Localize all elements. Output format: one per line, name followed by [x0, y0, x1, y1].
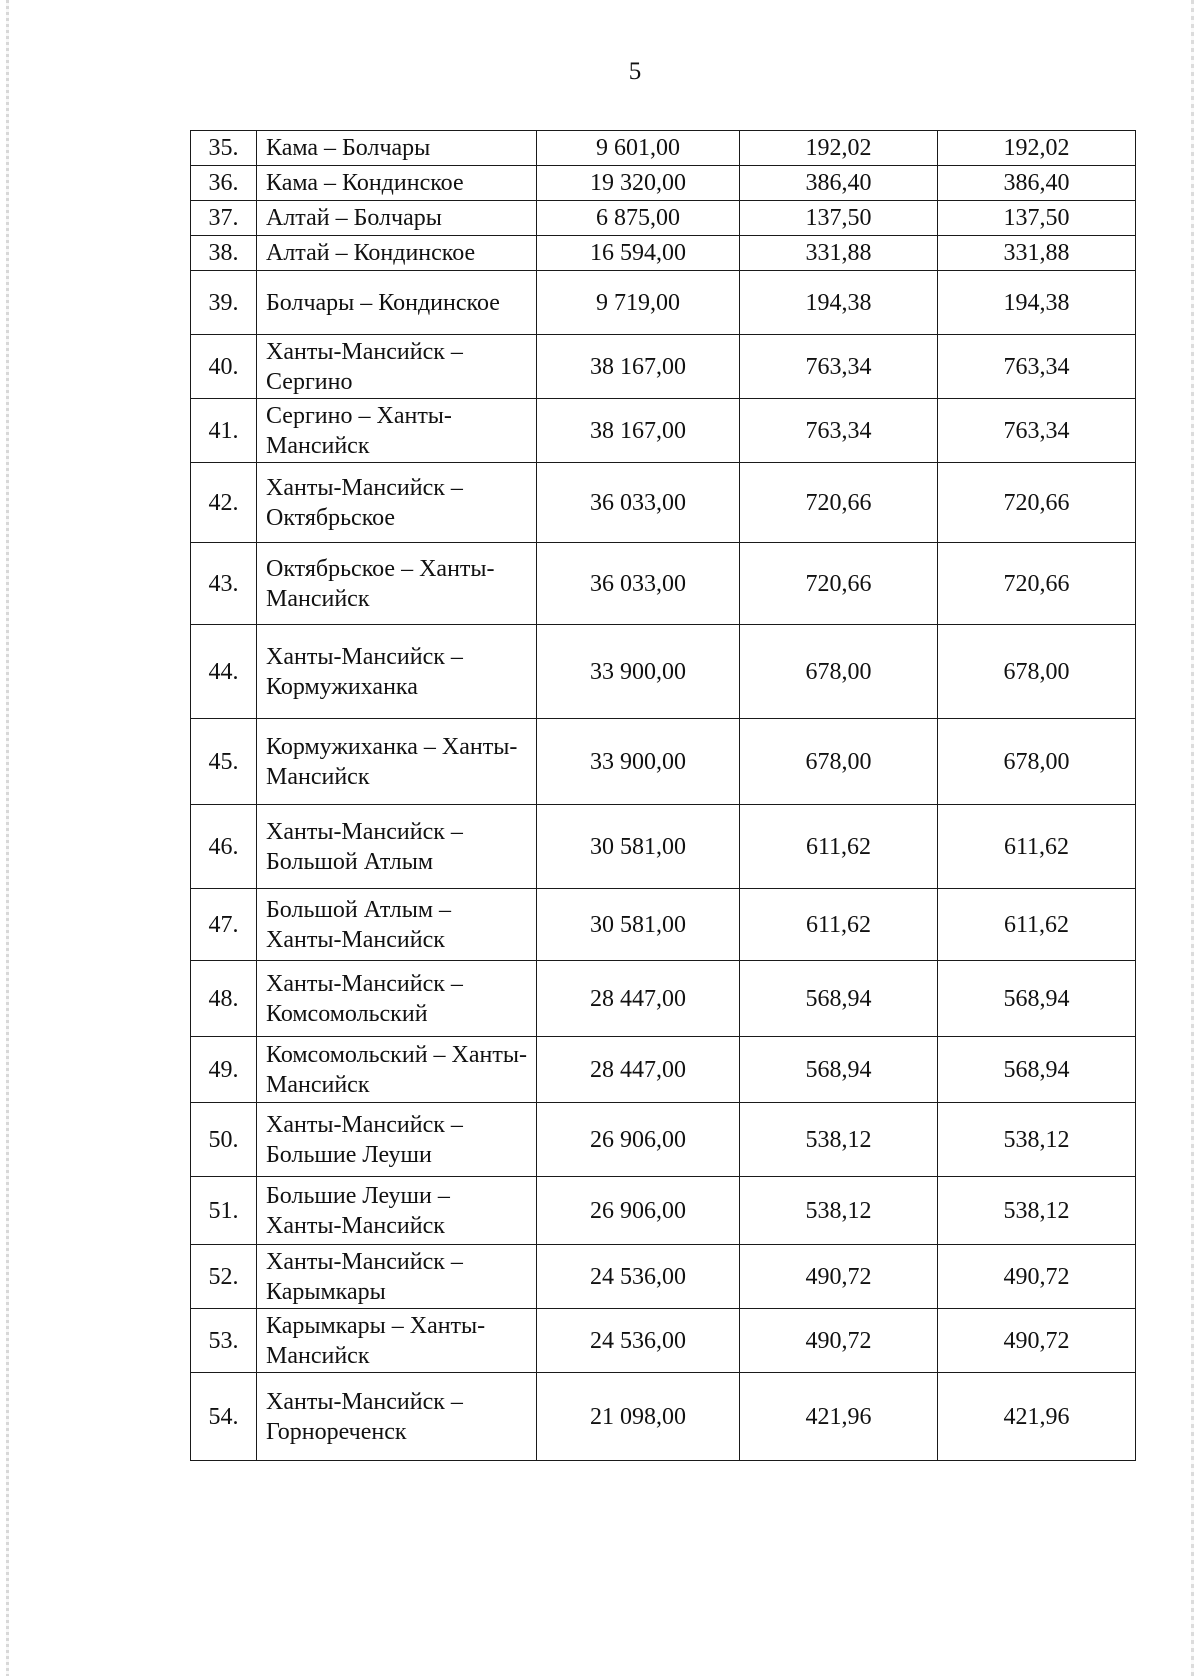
amount-cell: 137,50	[938, 201, 1136, 236]
route-name: Большой Атлым – Ханты-Мансийск	[257, 889, 537, 961]
amount-cell: 192,02	[740, 131, 938, 166]
amount-cell: 331,88	[938, 236, 1136, 271]
row-number: 51.	[191, 1177, 257, 1245]
route-name: Кама – Болчары	[257, 131, 537, 166]
route-name: Сергино – Ханты-Мансийск	[257, 399, 537, 463]
table-row	[191, 166, 1136, 201]
table-row	[191, 1037, 1136, 1103]
route-name: Кама – Кондинское	[257, 166, 537, 201]
route-name: Ханты-Мансийск – Сергино	[257, 335, 537, 399]
route-name: Алтай – Кондинское	[257, 236, 537, 271]
amount-cell: 30 581,00	[537, 889, 740, 961]
route-name: Ханты-Мансийск – Большие Леуши	[257, 1103, 537, 1177]
amount-cell: 33 900,00	[537, 625, 740, 719]
row-number: 40.	[191, 335, 257, 399]
route-name: Ханты-Мансийск – Горнореченск	[257, 1373, 537, 1461]
table-row	[191, 335, 1136, 399]
amount-cell: 678,00	[740, 625, 938, 719]
table-row	[191, 889, 1136, 961]
amount-cell: 538,12	[938, 1177, 1136, 1245]
route-name: Большие Леуши – Ханты-Мансийск	[257, 1177, 537, 1245]
row-number: 36.	[191, 166, 257, 201]
amount-cell: 568,94	[938, 1037, 1136, 1103]
amount-cell: 720,66	[740, 463, 938, 543]
table-row	[191, 961, 1136, 1037]
amount-cell: 720,66	[740, 543, 938, 625]
amount-cell: 763,34	[740, 399, 938, 463]
table-row	[191, 201, 1136, 236]
amount-cell: 28 447,00	[537, 961, 740, 1037]
amount-cell: 490,72	[740, 1245, 938, 1309]
amount-cell: 678,00	[938, 719, 1136, 805]
route-name: Ханты-Мансийск – Октябрьское	[257, 463, 537, 543]
table-row	[191, 719, 1136, 805]
amount-cell: 26 906,00	[537, 1103, 740, 1177]
row-number: 53.	[191, 1309, 257, 1373]
row-number: 37.	[191, 201, 257, 236]
table-row	[191, 543, 1136, 625]
page-number: 5	[628, 58, 642, 85]
row-number: 52.	[191, 1245, 257, 1309]
row-number: 39.	[191, 271, 257, 335]
row-number: 45.	[191, 719, 257, 805]
amount-cell: 26 906,00	[537, 1177, 740, 1245]
route-name: Болчары – Кондинское	[257, 271, 537, 335]
route-name: Октябрьское – Ханты-Мансийск	[257, 543, 537, 625]
row-number: 38.	[191, 236, 257, 271]
amount-cell: 331,88	[740, 236, 938, 271]
table-row	[191, 236, 1136, 271]
row-number: 47.	[191, 889, 257, 961]
amount-cell: 38 167,00	[537, 399, 740, 463]
row-number: 48.	[191, 961, 257, 1037]
amount-cell: 9 601,00	[537, 131, 740, 166]
row-number: 54.	[191, 1373, 257, 1461]
table-row	[191, 805, 1136, 889]
amount-cell: 38 167,00	[537, 335, 740, 399]
amount-cell: 21 098,00	[537, 1373, 740, 1461]
amount-cell: 538,12	[740, 1177, 938, 1245]
amount-cell: 36 033,00	[537, 463, 740, 543]
table-row	[191, 1103, 1136, 1177]
amount-cell: 137,50	[740, 201, 938, 236]
amount-cell: 9 719,00	[537, 271, 740, 335]
amount-cell: 611,62	[740, 805, 938, 889]
amount-cell: 421,96	[938, 1373, 1136, 1461]
amount-cell: 30 581,00	[537, 805, 740, 889]
amount-cell: 16 594,00	[537, 236, 740, 271]
route-name: Комсомольский – Ханты-Мансийск	[257, 1037, 537, 1103]
table-row	[191, 1373, 1136, 1461]
scan-edge-left	[6, 0, 9, 1676]
table-row	[191, 1245, 1136, 1309]
route-name: Ханты-Мансийск – Кормужиханка	[257, 625, 537, 719]
route-name: Ханты-Мансийск – Большой Атлым	[257, 805, 537, 889]
table-row	[191, 1177, 1136, 1245]
table-row	[191, 131, 1136, 166]
row-number: 43.	[191, 543, 257, 625]
table-row	[191, 463, 1136, 543]
row-number: 44.	[191, 625, 257, 719]
amount-cell: 568,94	[740, 1037, 938, 1103]
scan-edge-right	[1191, 0, 1194, 1676]
amount-cell: 24 536,00	[537, 1245, 740, 1309]
route-name: Кормужиханка – Ханты-Мансийск	[257, 719, 537, 805]
route-name: Алтай – Болчары	[257, 201, 537, 236]
amount-cell: 720,66	[938, 543, 1136, 625]
amount-cell: 36 033,00	[537, 543, 740, 625]
row-number: 46.	[191, 805, 257, 889]
amount-cell: 28 447,00	[537, 1037, 740, 1103]
amount-cell: 490,72	[740, 1309, 938, 1373]
table-row	[191, 399, 1136, 463]
amount-cell: 538,12	[938, 1103, 1136, 1177]
amount-cell: 24 536,00	[537, 1309, 740, 1373]
row-number: 41.	[191, 399, 257, 463]
amount-cell: 763,34	[740, 335, 938, 399]
amount-cell: 386,40	[740, 166, 938, 201]
amount-cell: 611,62	[740, 889, 938, 961]
amount-cell: 33 900,00	[537, 719, 740, 805]
amount-cell: 611,62	[938, 805, 1136, 889]
amount-cell: 678,00	[938, 625, 1136, 719]
amount-cell: 386,40	[938, 166, 1136, 201]
amount-cell: 6 875,00	[537, 201, 740, 236]
amount-cell: 763,34	[938, 399, 1136, 463]
route-name: Карымкары – Ханты-Мансийск	[257, 1309, 537, 1373]
row-number: 35.	[191, 131, 257, 166]
amount-cell: 192,02	[938, 131, 1136, 166]
amount-cell: 194,38	[740, 271, 938, 335]
amount-cell: 568,94	[938, 961, 1136, 1037]
row-number: 49.	[191, 1037, 257, 1103]
amount-cell: 720,66	[938, 463, 1136, 543]
row-number: 42.	[191, 463, 257, 543]
amount-cell: 490,72	[938, 1245, 1136, 1309]
amount-cell: 611,62	[938, 889, 1136, 961]
amount-cell: 568,94	[740, 961, 938, 1037]
amount-cell: 421,96	[740, 1373, 938, 1461]
amount-cell: 490,72	[938, 1309, 1136, 1373]
amount-cell: 19 320,00	[537, 166, 740, 201]
amount-cell: 538,12	[740, 1103, 938, 1177]
table-row	[191, 625, 1136, 719]
tariff-table	[190, 130, 1136, 1461]
table-row	[191, 1309, 1136, 1373]
route-name: Ханты-Мансийск – Комсомольский	[257, 961, 537, 1037]
amount-cell: 763,34	[938, 335, 1136, 399]
amount-cell: 194,38	[938, 271, 1136, 335]
amount-cell: 678,00	[740, 719, 938, 805]
row-number: 50.	[191, 1103, 257, 1177]
table-row	[191, 271, 1136, 335]
route-name: Ханты-Мансийск – Карымкары	[257, 1245, 537, 1309]
